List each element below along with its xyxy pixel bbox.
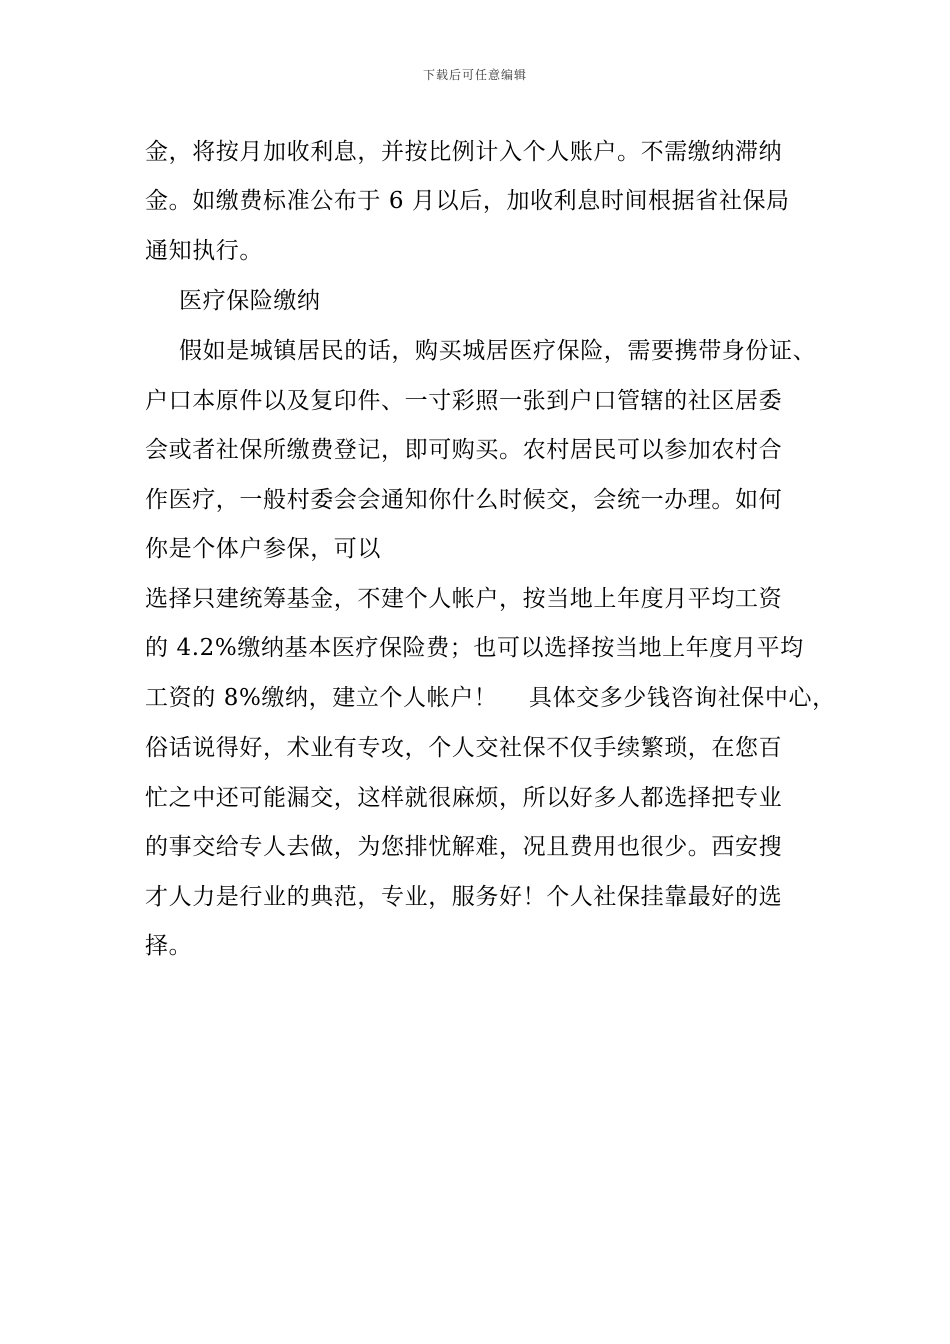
body-line: 才人力是行业的典范，专业，服务好！个人社保挂靠最好的选: [145, 884, 783, 910]
body-line: 户口本原件以及复印件、一寸彩照一张到户口管辖的社区居委: [145, 388, 783, 414]
body-line: 你是个体户参保，可以: [145, 536, 381, 562]
body-line: 假如是城镇居民的话，购买城居医疗保险，需要携带身份证、: [179, 338, 817, 364]
body-line: 选择只建统筹基金，不建个人帐户，按当地上年度月平均工资: [145, 586, 783, 612]
body-line: 的事交给专人去做，为您排忧解难，况且费用也很少。西安搜: [145, 834, 783, 860]
section-heading: 医疗保险缴纳: [179, 288, 321, 314]
body-line: 忙之中还可能漏交，这样就很麻烦，所以好多人都选择把专业: [145, 785, 783, 811]
body-line: 金。如缴费标准公布于 6 月以后，加收利息时间根据省社保局: [145, 188, 790, 214]
body-line: 俗话说得好，术业有专攻，个人交社保不仅手续繁琐，在您百: [145, 735, 783, 761]
body-line: 工资的 8%缴纳，建立个人帐户！ 具体交多少钱咨询社保中心，: [145, 685, 836, 711]
page-header: 下载后可任意编辑: [422, 68, 527, 82]
body-line: 通知执行。: [145, 238, 263, 264]
body-line: 择。: [145, 933, 193, 959]
body-line: 作医疗，一般村委会会通知你什么时候交，会统一办理。如何: [145, 487, 783, 513]
body-line: 会或者社保所缴费登记，即可购买。农村居民可以参加农村合: [145, 437, 783, 463]
body-line: 金，将按月加收利息，并按比例计入个人账户。不需缴纳滞纳: [145, 139, 783, 165]
body-line: 的 4.2%缴纳基本医疗保险费；也可以选择按当地上年度月平均: [145, 635, 804, 661]
